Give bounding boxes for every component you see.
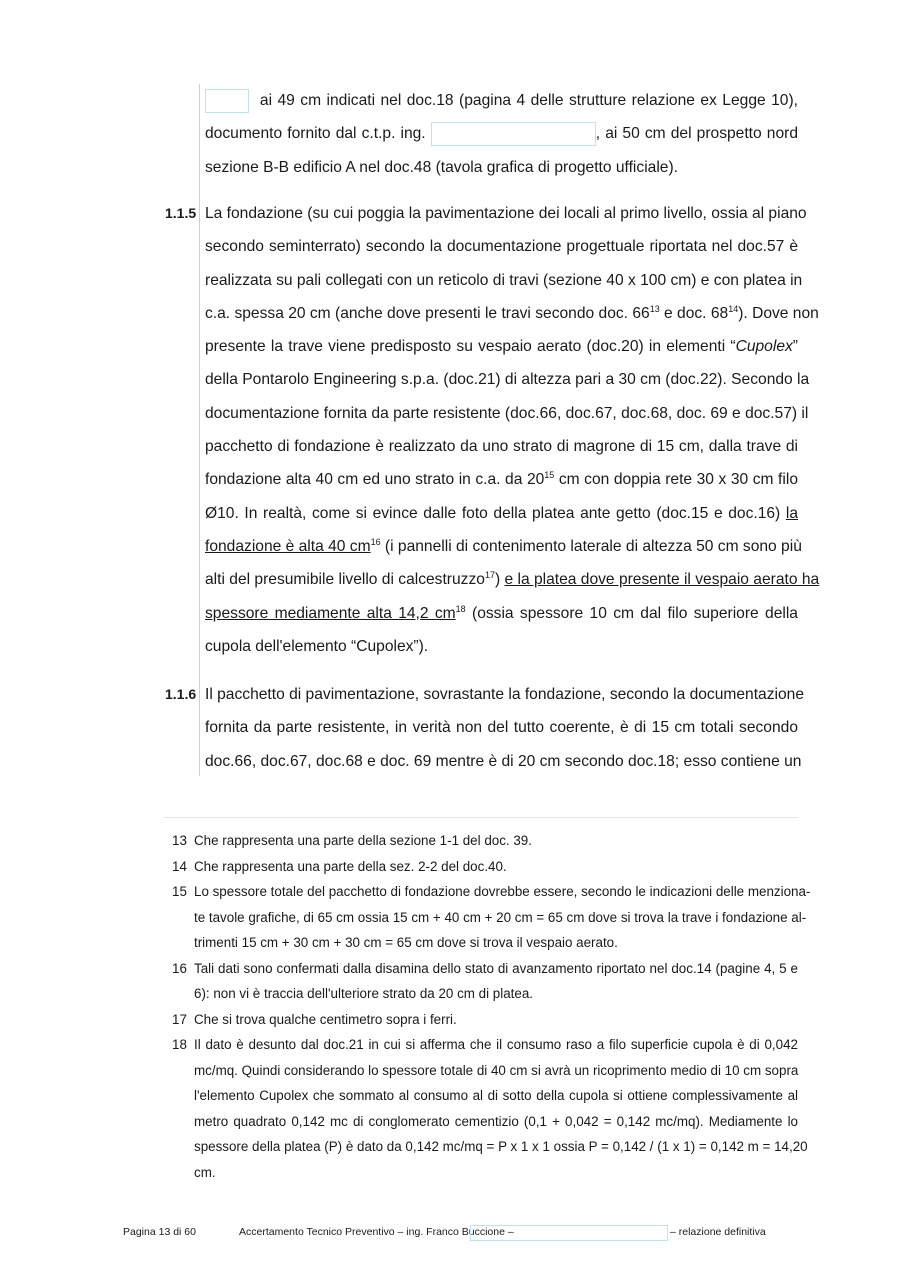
text-line: della Pontarolo Engineering s.p.a. (doc.21) di altezza pari a 30 cm (doc.22). Secondo la (205, 371, 810, 389)
footer-suffix: – relazione definitiva (670, 1226, 766, 1238)
footnote-13 (172, 828, 798, 854)
text-span: c.a. spessa 20 cm (anche dove presenti le travi secondo doc. 66 (205, 304, 650, 322)
footnote-ref: 17 (484, 570, 495, 581)
footnote-separator (163, 817, 798, 818)
text-line (205, 530, 802, 563)
text-span: Ø10. In realtà, come si evince dalle foto della platea ante getto (doc.15 e doc.16) (205, 504, 786, 522)
text-line (205, 330, 798, 363)
footnote-line: Il dato è desunto dal doc.21 in cui si afferma che il consumo raso a filo superficie cupola è di 0,042 (194, 1037, 798, 1052)
footnote-line: l'elemento Cupolex che sommato al consumo al di sotto della cupola si ottiene complessivamente al (194, 1088, 798, 1103)
text-line: documentazione fornita da parte resistente (doc.66, doc.67, doc.68, doc. 69 e doc.57) il (205, 404, 809, 422)
page-number: Pagina 13 di 60 (123, 1226, 196, 1238)
footnote-14 (172, 854, 798, 880)
footnote-18 (172, 1032, 808, 1185)
footnote-line: Che rappresenta una parte della sezione 1-1 del doc. 39. (194, 833, 532, 848)
text-line: realizzata su pali collegati con un reticolo di travi (sezione 40 x 100 cm) e con platea in (205, 271, 803, 289)
text-line (205, 597, 798, 630)
text-span: cm con doppia rete 30 x 30 cm filo (554, 471, 798, 489)
footnote-line: cm. (194, 1164, 216, 1180)
footnote-ref: 14 (728, 303, 739, 314)
footnote-ref: 16 (370, 536, 381, 547)
section-1-1-5-paragraph (205, 197, 820, 663)
text-line: fornita da parte resistente, in verità non del tutto coerente, è di 15 cm totali secondo (205, 719, 798, 737)
text-line (205, 463, 798, 496)
intro-line-2a: documento fornito dal c.t.p. ing. (205, 125, 426, 143)
italic-text: Cupolex (735, 338, 793, 356)
section-number-1-1-6: 1.1.6 (165, 686, 197, 702)
footnotes (172, 828, 811, 1185)
footnote-line: spessore della platea (P) è dato da 0,142 mc/mq = P x 1 x 1 ossia P = 0,142 / (1 x 1) = 0,142 m = 14,20 (194, 1139, 808, 1154)
text-line: Il pacchetto di pavimentazione, sovrastante la fondazione, secondo la documentazione (205, 686, 805, 703)
section-1-1-6-paragraph (205, 678, 805, 778)
footnote-number: 14 (172, 858, 187, 874)
intro-line-1: ai 49 cm indicati nel doc.18 (pagina 4 delle strutture relazione ex Legge 10), (259, 92, 798, 109)
footnote-line: te tavole grafiche, di 65 cm ossia 15 cm + 40 cm + 20 cm = 65 cm dove si trova la trave i fondazione al- (194, 909, 807, 925)
redacted-field (431, 122, 596, 146)
intro-line-2b: , ai 50 cm del prospetto nord (595, 125, 799, 143)
footnote-number: 18 (172, 1037, 187, 1052)
footnote-line: mc/mq. Quindi considerando lo spessore totale di 40 cm si avrà un ricoprimento medio di 10 cm sopra (194, 1062, 799, 1078)
footnote-number: 13 (172, 833, 187, 848)
footnote-number: 15 (172, 884, 187, 899)
footnote-line: metro quadrato 0,142 mc di conglomerato cementizio (0,1 + 0,042 = 0,142 mc/mq). Mediamente lo (194, 1113, 798, 1129)
text-line: doc.66, doc.67, doc.68 e doc. 69 mentre è di 20 cm secondo doc.18; esso contiene un (205, 752, 802, 770)
redacted-field (470, 1225, 668, 1241)
text-line: cupola dell'elemento “Cupolex”). (205, 637, 429, 655)
intro-line-3: sezione B-B edificio A nel doc.48 (tavola grafica di progetto ufficiale). (205, 158, 678, 176)
text-line: secondo seminterrato) secondo la documentazione progettuale riportata nel doc.57 è (205, 238, 798, 256)
footnote-line: Tali dati sono confermati dalla disamina dello stato di avanzamento riportato nel doc.14 (pagine 4, 5 e (194, 960, 798, 976)
text-span: alti del presumibile livello di calcestruzzo (205, 571, 485, 589)
intro-paragraph (205, 84, 798, 184)
text-span: ) (494, 571, 505, 589)
text-line: La fondazione (su cui poggia la pavimentazione dei locali al primo livello, ossia al piano (205, 205, 807, 222)
text-span: fondazione alta 40 cm ed uno strato in c.a. da 20 (205, 471, 545, 489)
text-span: e doc. 68 (659, 304, 729, 322)
footnote-16 (172, 956, 798, 1007)
underlined-text: spessore mediamente alta 14,2 cm (205, 604, 456, 622)
underlined-text: e la platea dove presente il vespaio aerato ha (504, 571, 820, 589)
footer-title: Accertamento Tecnico Preventivo – ing. Franco Buccione – (239, 1226, 514, 1238)
section-number-1-1-5: 1.1.5 (165, 205, 197, 221)
footnote-ref: 18 (455, 603, 466, 614)
footnote-line: trimenti 15 cm + 30 cm + 30 cm = 65 cm dove si trova il vespaio aerato. (194, 935, 618, 950)
text-span: (i pannelli di contenimento laterale di altezza 50 cm sono più (380, 537, 802, 555)
text-line (205, 563, 820, 596)
footnote-number: 17 (172, 1011, 187, 1027)
footnote-line: Lo spessore totale del pacchetto di fondazione dovrebbe essere, secondo le indicazioni delle menziona- (194, 884, 811, 899)
footnote-line: Che rappresenta una parte della sez. 2-2 del doc.40. (194, 858, 507, 874)
footnote-number: 16 (172, 960, 187, 976)
text-span: (ossia spessore 10 cm dal filo superiore della (465, 604, 798, 622)
text-span: ” (792, 338, 798, 356)
footnote-ref: 13 (649, 303, 660, 314)
redacted-field (205, 89, 249, 113)
footnote-line: 6): non vi è traccia dell'ulteriore strato da 20 cm di platea. (194, 986, 533, 1001)
footnote-line: Che si trova qualche centimetro sopra i ferri. (194, 1011, 457, 1027)
footnote-17 (172, 1007, 798, 1033)
underlined-text: fondazione è alta 40 cm (205, 537, 371, 555)
text-line (205, 497, 798, 530)
text-line (205, 297, 819, 330)
margin-rule (199, 84, 200, 776)
underlined-text: la (785, 504, 798, 522)
footnote-ref: 15 (544, 470, 555, 481)
footnote-15 (172, 879, 811, 956)
text-line: pacchetto di fondazione è realizzato da uno strato di magrone di 15 cm, dalla trave di (205, 438, 798, 456)
text-span: ). Dove non (738, 304, 819, 322)
text-span: presente la trave viene predisposto su vespaio aerato (doc.20) in elementi “ (205, 338, 736, 356)
